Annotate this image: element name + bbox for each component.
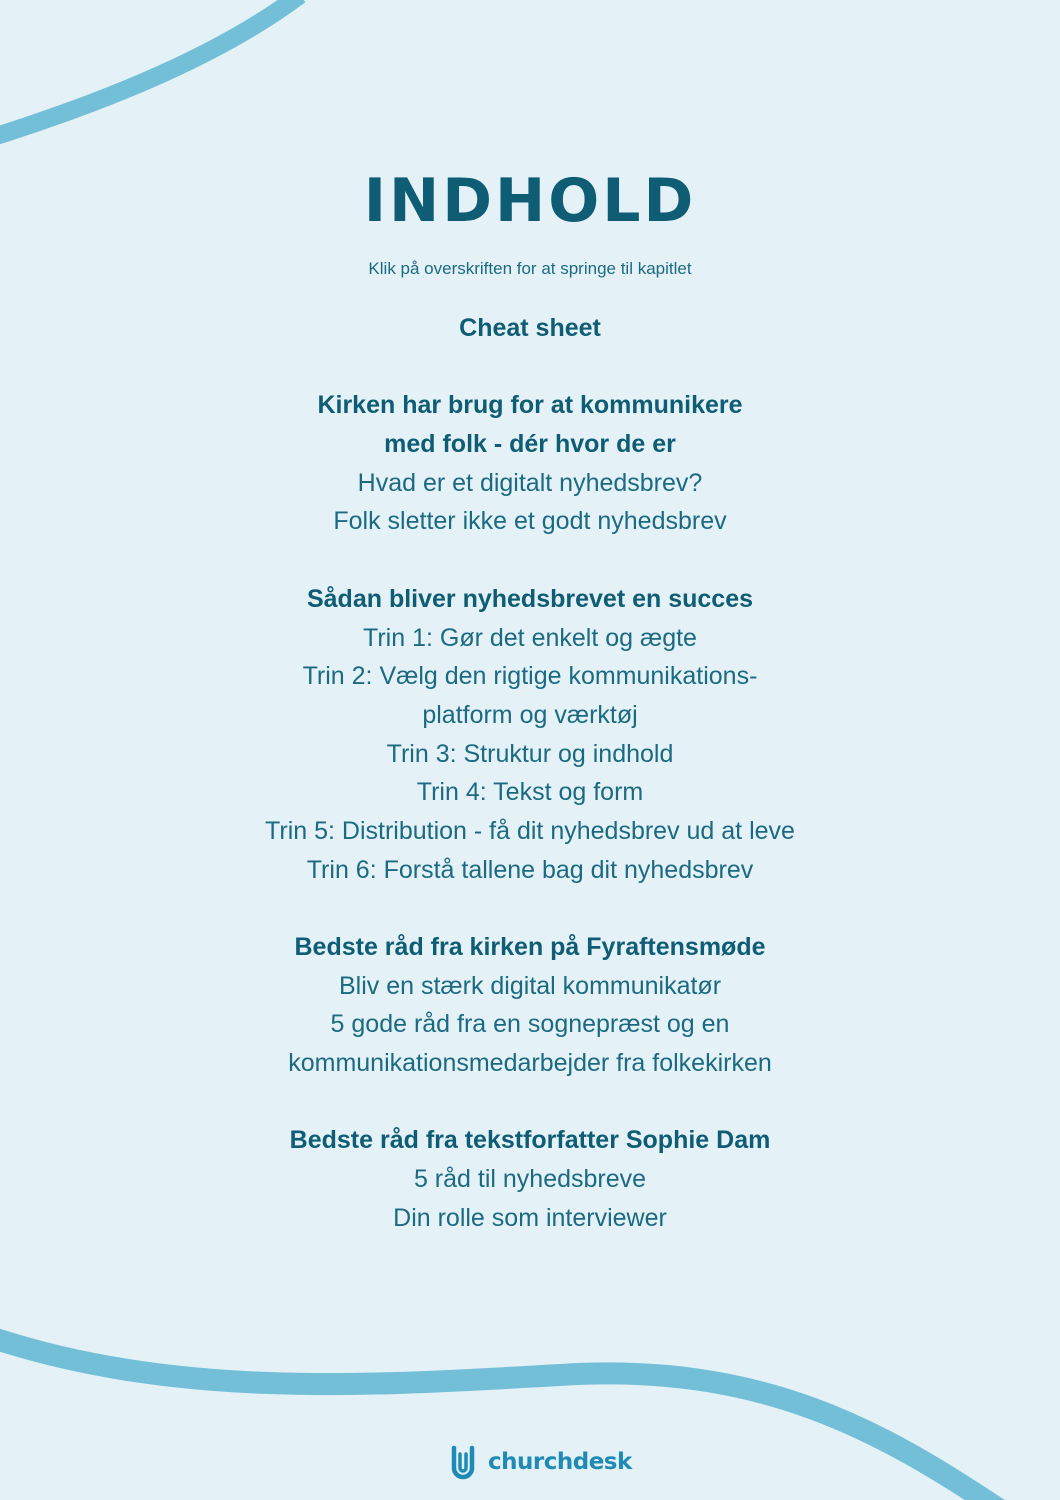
toc-heading-link[interactable]: Cheat sheet [459, 314, 601, 342]
toc-item: Trin 3: Struktur og indhold [386, 739, 674, 768]
churchdesk-logo-icon [446, 1442, 480, 1482]
toc-item: Bliv en stærk digital kommunikatør [338, 971, 722, 1000]
toc-item: Trin 4: Tekst og form [416, 778, 644, 807]
page-title: INDHOLD [363, 166, 697, 236]
toc-item: Trin 5: Distribution - få dit nyhedsbrev ud at leve [265, 816, 795, 845]
toc-heading-link[interactable]: Bedste råd fra tekstforfatter Sophie Dam [289, 1126, 771, 1155]
toc-heading-link[interactable]: med folk - dér hvor de er [384, 430, 676, 459]
toc-item: Hvad er et digitalt nyhedsbrev? [357, 468, 703, 497]
logo-text: churchdesk [488, 1449, 632, 1475]
toc-item: Trin 1: Gør det enkelt og ægte [363, 623, 697, 652]
churchdesk-logo [446, 1442, 632, 1482]
toc-list [0, 309, 1060, 1238]
toc-heading-link[interactable]: Kirken har brug for at kommunikere [317, 391, 743, 420]
toc-item: Din rolle som interviewer [393, 1203, 667, 1232]
toc-spacer [0, 541, 1060, 580]
toc-item: platform og værktøj [422, 700, 638, 729]
toc-item: Trin 2: Vælg den rigtige kommunikations- [302, 662, 758, 691]
toc-item: 5 gode råd fra en sognepræst og en [330, 1010, 730, 1039]
toc-item: Folk sletter ikke et godt nyhedsbrev [333, 507, 727, 536]
toc-heading-link[interactable]: Sådan bliver nyhedsbrevet en succes [306, 584, 754, 613]
toc-spacer [0, 1083, 1060, 1122]
toc-spacer [0, 889, 1060, 928]
toc-item: 5 råd til nyhedsbreve [413, 1165, 647, 1194]
page-subtitle: Klik på overskriften for at springe til kapitlet [368, 259, 692, 278]
top-wave [0, 0, 300, 138]
toc-spacer [0, 348, 1060, 387]
toc-item: Trin 6: Forstå tallene bag dit nyhedsbrev [306, 855, 754, 884]
toc-item: kommunikationsmedarbejder fra folkekirken [288, 1049, 772, 1078]
toc-heading-link[interactable]: Bedste råd fra kirken på Fyraftensmøde [294, 933, 766, 961]
